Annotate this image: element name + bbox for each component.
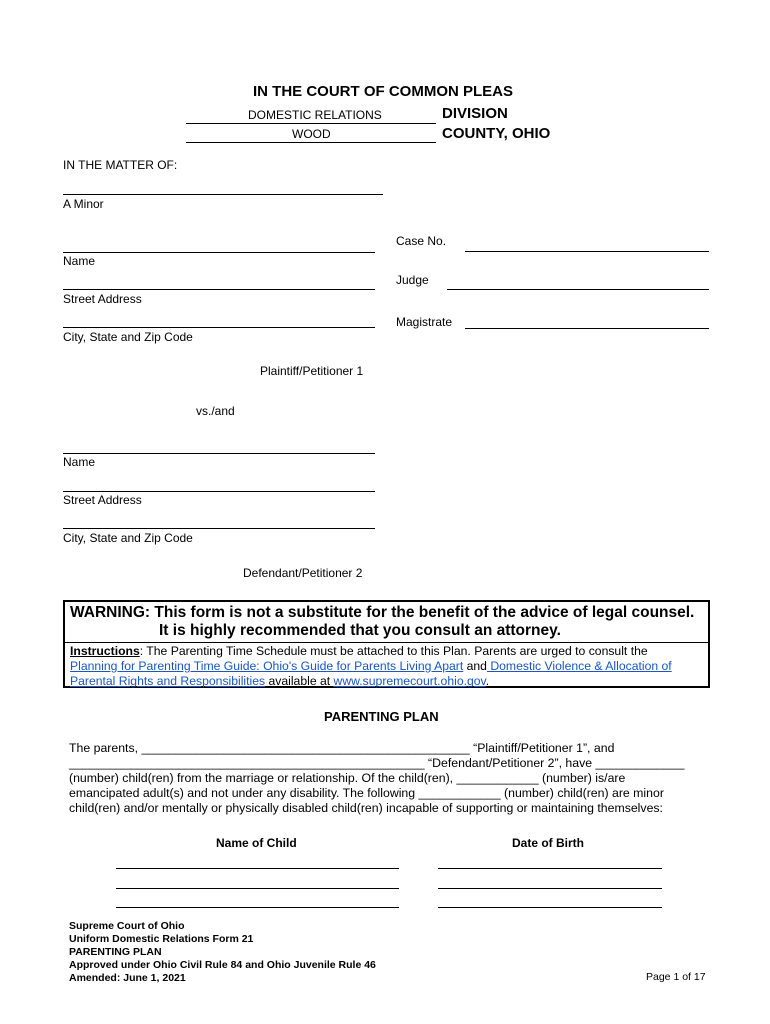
magistrate-label: Magistrate (396, 315, 453, 329)
planning-guide-link[interactable]: Planning for Parenting Time Guide: Ohio's Guide for Parents Living Apart (70, 659, 464, 673)
defendant-role-label: Defendant/Petitioner 2 (243, 566, 363, 580)
defendant-name-line[interactable] (63, 453, 375, 454)
plan-paragraph-line-1: The parents, ________________________________________________ “Plaintiff/Petitioner 1”, and (69, 741, 615, 755)
parenting-plan-title: PARENTING PLAN (324, 709, 439, 724)
parental-rights-link[interactable]: Parental Rights and Responsibilities (70, 674, 266, 688)
plan-paragraph-line-5: child(ren) and/or mentally or physically disabled child(ren) incapable of supporting or maintaining themselves: (69, 801, 663, 815)
defendant-city-label: City, State and Zip Code (63, 531, 193, 545)
child-dob-line[interactable] (438, 868, 662, 869)
county-field[interactable]: WOOD (292, 127, 331, 141)
warning-line-2: It is highly recommended that you consult an attorney. (159, 622, 561, 639)
plan-paragraph-line-4: emancipated adult(s) and not under any disability. The following ____________ (number) child(ren) are minor (69, 786, 664, 800)
footer-plan: PARENTING PLAN (69, 946, 162, 958)
vs-label: vs./and (196, 404, 235, 418)
magistrate-input[interactable] (465, 328, 709, 329)
plan-paragraph-line-2: ____________________________________________________ “Defendant/Petitioner 2”, have _____________ (69, 756, 685, 770)
warning-divider (65, 642, 708, 643)
instructions-text: : The Parenting Time Schedule must be attached to this Plan. Parents are urged to consult the (139, 644, 648, 658)
in-the-matter-label: IN THE MATTER OF: (63, 158, 178, 172)
child-name-line[interactable] (116, 907, 399, 908)
footer-approved: Approved under Ohio Civil Rule 84 and Ohio Juvenile Rule 46 (69, 959, 376, 971)
plaintiff-street-label: Street Address (63, 292, 142, 306)
child-name-line[interactable] (116, 888, 399, 889)
defendant-street-label: Street Address (63, 493, 142, 507)
plan-paragraph-line-3: (number) child(ren) from the marriage or relationship. Of the child(ren), ____________ (number) is/are (69, 771, 626, 785)
plaintiff-city-line[interactable] (63, 327, 375, 328)
plaintiff-role-label: Plaintiff/Petitioner 1 (260, 364, 364, 378)
footer-form: Uniform Domestic Relations Form 21 (69, 933, 254, 945)
plaintiff-street-line[interactable] (63, 289, 375, 290)
instructions-label: Instructions (70, 644, 140, 658)
division-label: DIVISION (442, 105, 508, 122)
warning-line-1: WARNING: This form is not a substitute for the benefit of the advice of legal counsel. (70, 604, 695, 621)
case-no-label: Case No. (396, 234, 447, 248)
page-number: Page 1 of 17 (646, 971, 706, 983)
footer-amended: Amended: June 1, 2021 (69, 972, 186, 984)
judge-label: Judge (396, 273, 429, 287)
defendant-name-label: Name (63, 455, 96, 469)
child-dob-line[interactable] (438, 907, 662, 908)
instructions-and: and (463, 659, 487, 673)
judge-input[interactable] (447, 289, 709, 290)
defendant-street-line[interactable] (63, 491, 375, 492)
minor-name-line[interactable] (63, 194, 383, 195)
division-line (186, 123, 436, 124)
domestic-relations-field[interactable]: DOMESTIC RELATIONS (248, 108, 382, 122)
instructions-line-1 (70, 644, 648, 658)
county-ohio-label: COUNTY, OHIO (442, 125, 551, 142)
domestic-violence-link[interactable]: Domestic Violence & Allocation of (486, 659, 672, 673)
instructions-available: available at (265, 674, 334, 688)
name-of-child-header: Name of Child (216, 836, 297, 850)
plaintiff-name-label: Name (63, 254, 96, 268)
supremecourt-link[interactable]: www.supremecourt.ohio.gov (333, 674, 486, 688)
footer-court: Supreme Court of Ohio (69, 920, 185, 932)
warning-box (63, 600, 710, 688)
instructions-line-3 (70, 674, 489, 688)
instructions-period: . (485, 674, 490, 688)
date-of-birth-header: Date of Birth (512, 836, 584, 850)
child-dob-line[interactable] (438, 888, 662, 889)
child-name-line[interactable] (116, 868, 399, 869)
a-minor-label: A Minor (63, 197, 104, 211)
defendant-city-line[interactable] (63, 528, 375, 529)
instructions-line-2 (70, 659, 672, 673)
court-title: IN THE COURT OF COMMON PLEAS (253, 83, 513, 100)
plaintiff-city-label: City, State and Zip Code (63, 330, 193, 344)
county-line (186, 142, 436, 143)
plaintiff-name-line[interactable] (63, 252, 375, 253)
case-no-input[interactable] (465, 251, 709, 252)
